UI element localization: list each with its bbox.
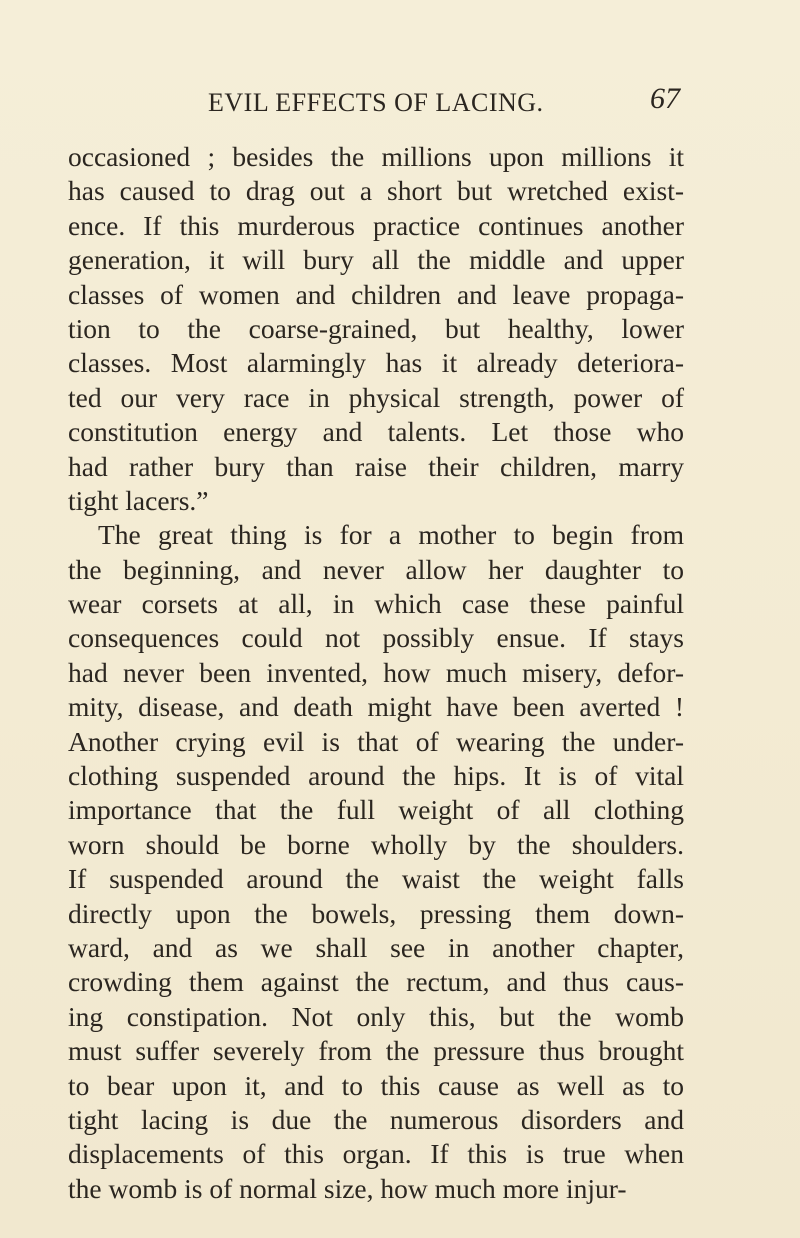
text-line: ence. If this murderous practice continues another	[68, 209, 684, 241]
text-line: the beginning, and never allow her daughter to	[68, 553, 684, 585]
text-line: If suspended around the waist the weight falls	[68, 863, 684, 895]
text-line: ted our very race in physical strength, power of	[68, 381, 684, 413]
text-line: tion to the coarse-grained, but healthy, lower	[68, 312, 684, 344]
running-title: EVIL EFFECTS OF LACING.	[208, 88, 544, 117]
text-line: directly upon the bowels, pressing them down-	[68, 897, 684, 929]
paragraph-end-line: tight lacers.”	[68, 484, 209, 516]
text-line: tight lacing is due the numerous disorders and	[68, 1103, 684, 1135]
text-line: constitution energy and talents. Let those who	[68, 416, 684, 448]
text-line: crowding them against the rectum, and thus caus-	[68, 966, 684, 998]
text-line: displacements of this organ. If this is true when	[68, 1138, 684, 1170]
text-line: occasioned ; besides the millions upon millions it	[68, 141, 684, 172]
page-number: 67	[650, 82, 680, 115]
text-line: wear corsets at all, in which case these painful	[68, 588, 684, 620]
text-line: consequences could not possibly ensue. If stays	[68, 622, 684, 654]
text-line: generation, it will bury all the middle and upper	[68, 244, 684, 276]
text-line: has caused to drag out a short but wretched exist-	[68, 175, 684, 207]
text-line: the womb is of normal size, how much more injur-	[68, 1172, 627, 1204]
body-text	[68, 140, 684, 1206]
text-line: had rather bury than raise their children, marry	[68, 450, 684, 482]
text-line: clothing suspended around the hips. It is of vital	[68, 760, 684, 792]
text-line: Another crying evil is that of wearing the under-	[68, 725, 684, 757]
text-line: mity, disease, and death might have been averted !	[68, 691, 684, 723]
text-line: classes of women and children and leave propaga-	[68, 278, 684, 310]
text-line: had never been invented, how much misery, defor-	[68, 656, 684, 688]
text-line: importance that the full weight of all clothing	[68, 794, 684, 826]
text-line: classes. Most alarmingly has it already deteriora-	[68, 347, 684, 379]
running-head	[68, 82, 680, 122]
text-line: worn should be borne wholly by the shoulders.	[68, 828, 684, 860]
text-line: ing constipation. Not only this, but the womb	[68, 1000, 684, 1032]
text-line: to bear upon it, and to this cause as well as to	[68, 1069, 684, 1101]
text-line: must suffer severely from the pressure thus brought	[68, 1035, 684, 1067]
text-line: ward, and as we shall see in another chapter,	[68, 931, 684, 963]
paragraph-first-line: The great thing is for a mother to begin from	[98, 519, 684, 551]
